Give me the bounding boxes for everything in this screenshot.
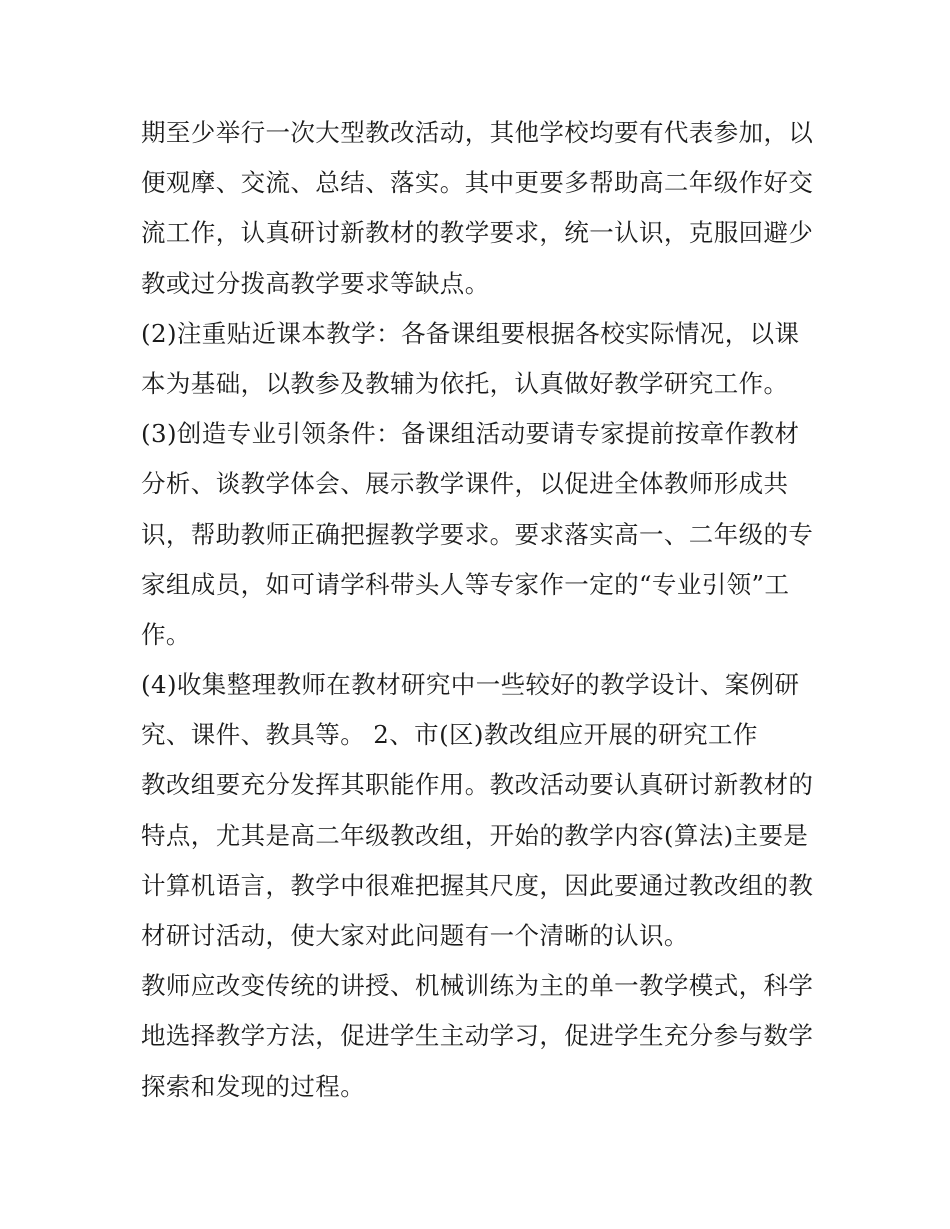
text-line: 计算机语言，教学中很难把握其尺度，因此要通过教改组的教 [141, 870, 814, 900]
text-line: (3)创造专业引领条件：备课组活动要请专家提前按章作教材 [141, 419, 800, 449]
text-line: 特点，尤其是高二年级教改组，开始的教学内容(算法)主要是 [141, 820, 809, 850]
text-line: 作。 [141, 619, 191, 649]
text-line: (4)收集整理教师在教材研究中一些较好的教学设计、案例研 [141, 670, 800, 700]
text-line: 家组成员，如可请学科带头人等专家作一定的“专业引领”工 [141, 569, 790, 599]
document-body [141, 108, 821, 1112]
text-line: 究、课件、教具等。 2、市(区)教改组应开展的研究工作 [141, 720, 758, 750]
text-line: 教或过分拨高教学要求等缺点。 [141, 268, 490, 298]
text-line: 教师应改变传统的讲授、机械训练为主的单一教学模式，科学 [141, 971, 814, 1001]
text-line: 分析、谈教学体会、展示教学课件，以促进全体教师形成共 [141, 469, 789, 499]
text-line: 流工作，认真研讨新教材的教学要求，统一认识，克服回避少 [141, 218, 814, 248]
text-line: 识，帮助教师正确把握教学要求。要求落实高一、二年级的专 [141, 519, 814, 549]
text-line: 地选择教学方法，促进学生主动学习，促进学生充分参与数学 [141, 1021, 814, 1051]
text-line: 探索和发现的过程。 [141, 1071, 366, 1101]
text-line: 便观摩、交流、总结、落实。其中更要多帮助高二年级作好交 [141, 168, 814, 198]
text-line: (2)注重贴近课本教学：各备课组要根据各校实际情况，以课 [141, 318, 800, 348]
text-line: 本为基础，以教参及教辅为依托，认真做好教学研究工作。 [141, 368, 789, 398]
text-line: 教改组要充分发挥其职能作用。教改活动要认真研讨新教材的 [141, 770, 814, 800]
text-line: 材研讨活动，使大家对此问题有一个清晰的认识。 [141, 921, 689, 950]
text-line: 期至少举行一次大型教改活动，其他学校均要有代表参加，以 [141, 118, 814, 147]
